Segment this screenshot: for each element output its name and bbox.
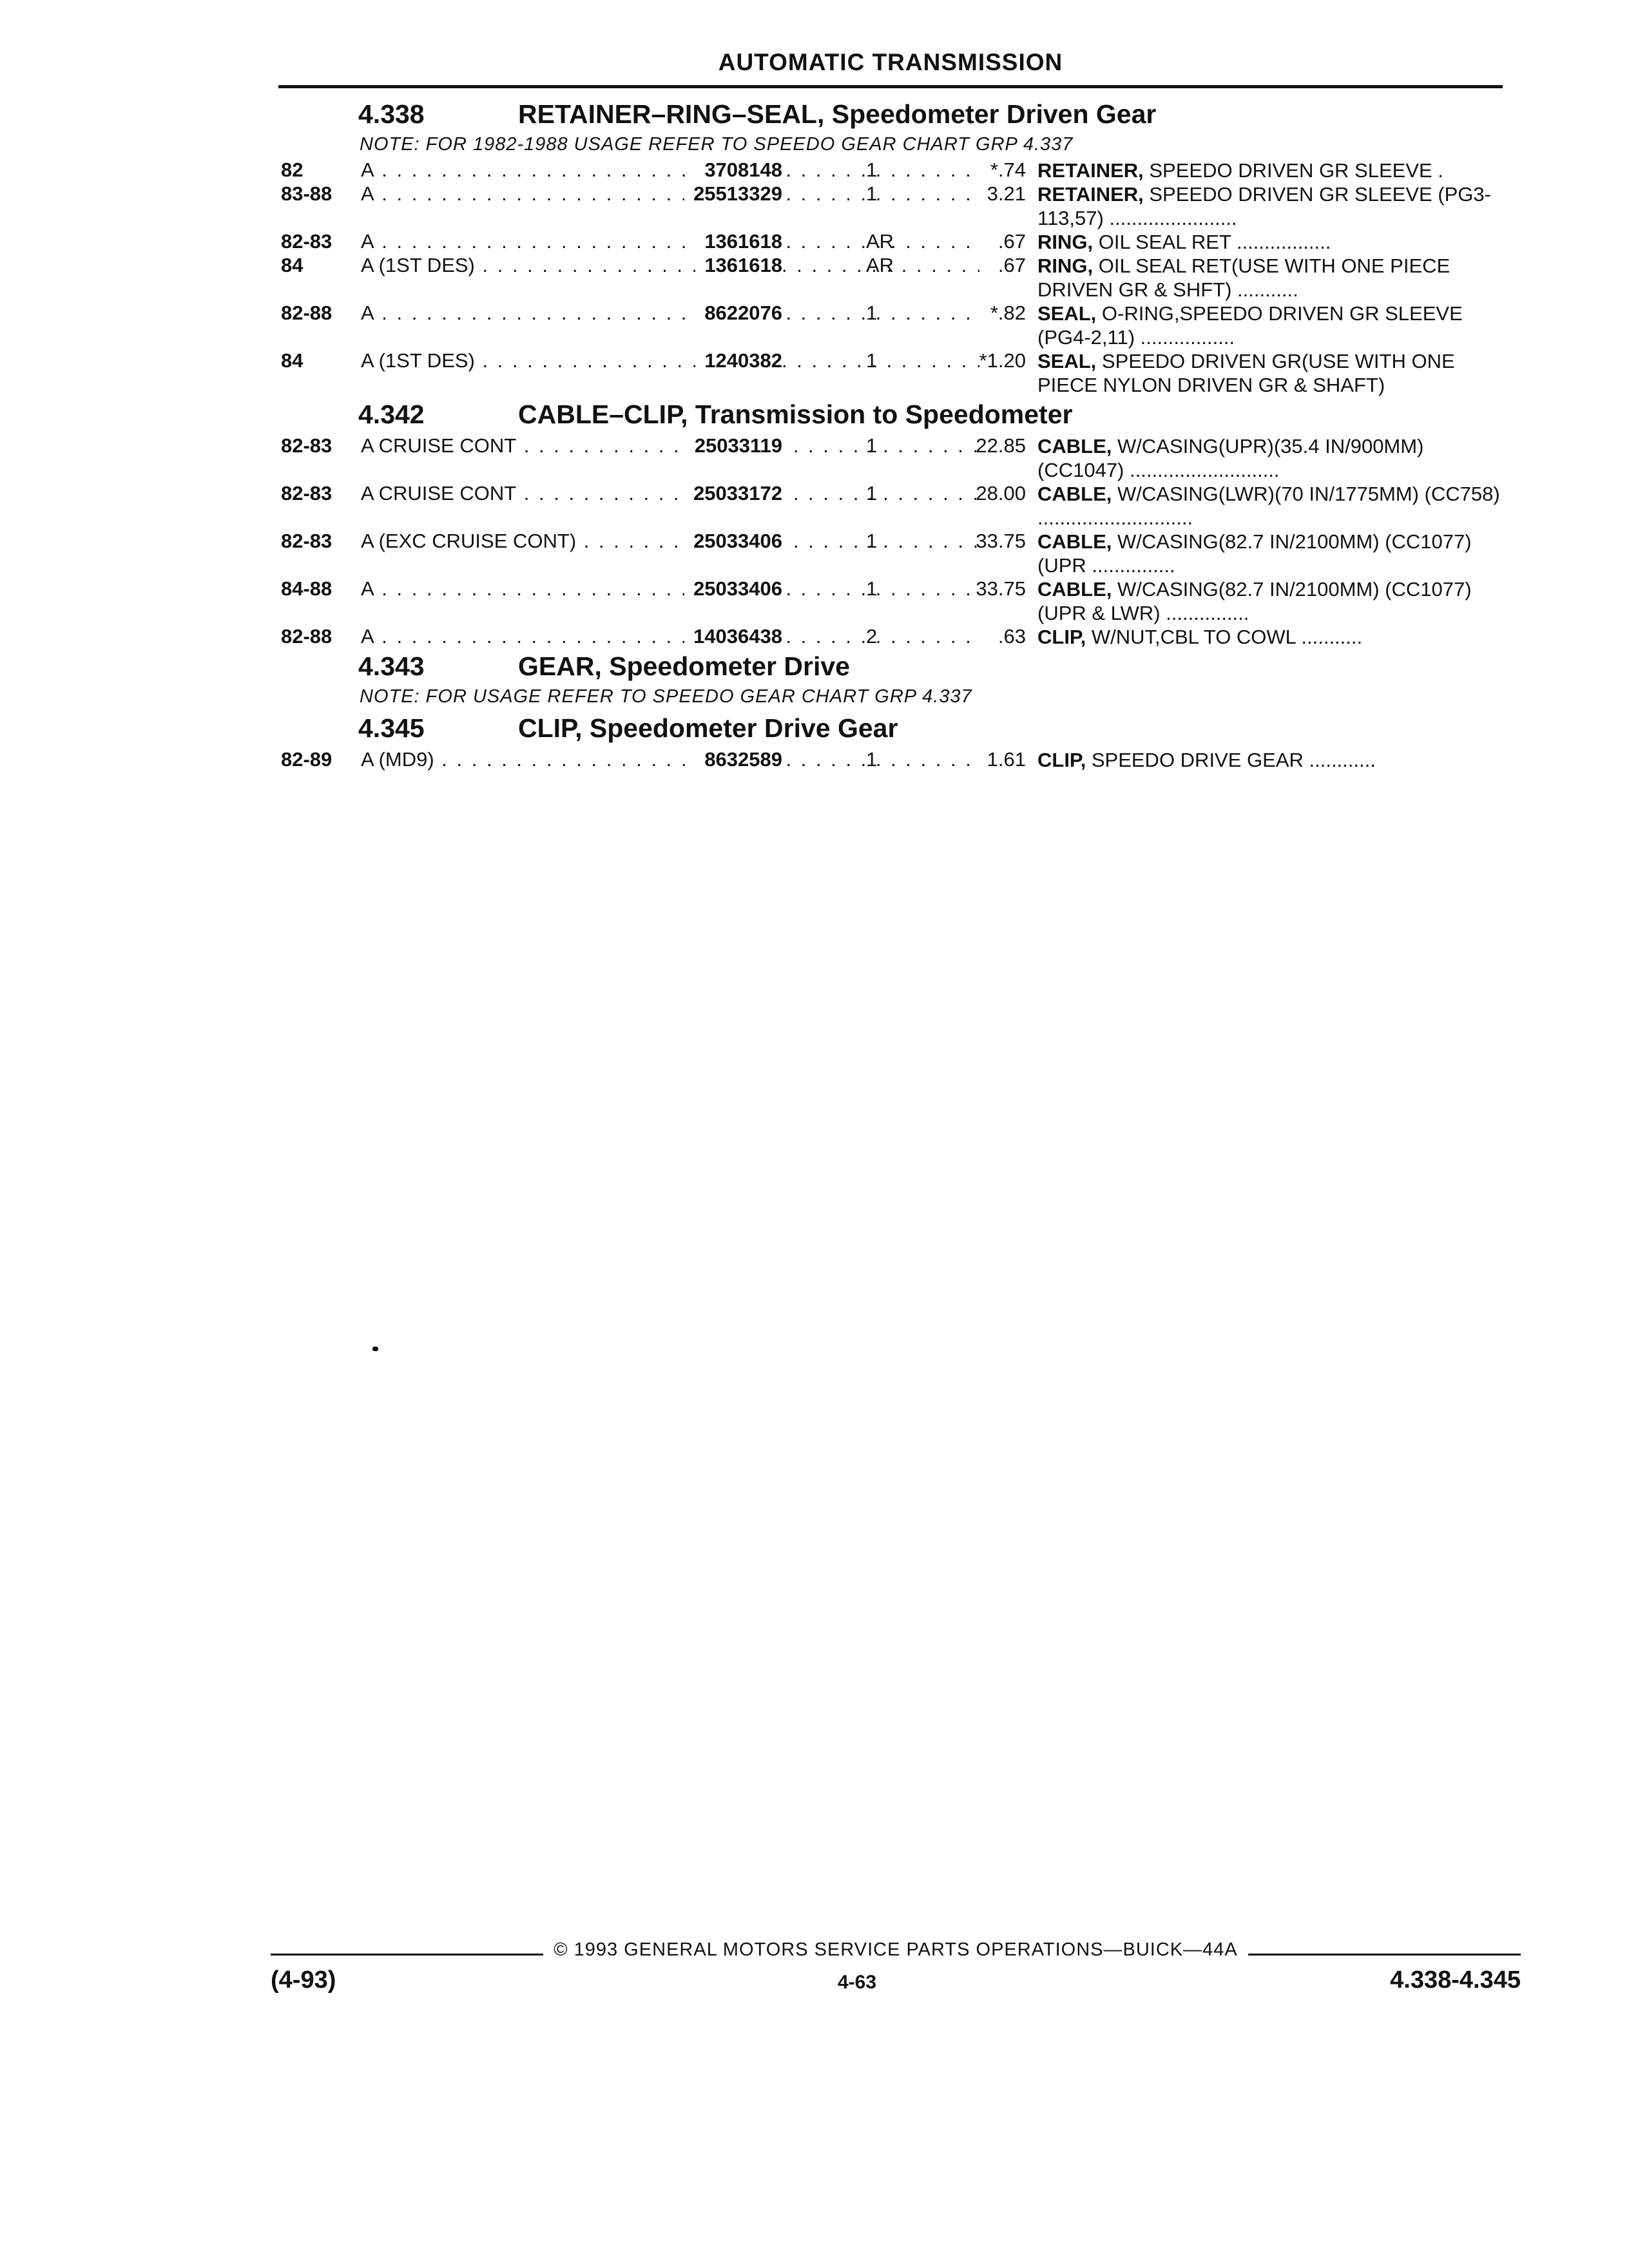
section-number: 4.342 <box>358 399 425 429</box>
list-price: 22.85 <box>976 434 1026 457</box>
part-row <box>278 159 1503 182</box>
section-title: GEAR, Speedometer Drive <box>518 651 850 681</box>
part-detail: W/NUT,CBL TO COWL ........... <box>1086 626 1363 648</box>
list-price: 33.75 <box>976 577 1026 600</box>
quantity: 1 <box>866 182 878 205</box>
page-number: 4-63 <box>838 1972 877 1993</box>
application: A . . . <box>361 159 979 182</box>
part-number: 14036438 <box>684 625 782 648</box>
list-price: .63 <box>998 625 1026 648</box>
quantity: 1 <box>866 159 878 181</box>
list-price: 33.75 <box>976 530 1026 552</box>
part-description <box>1037 748 1503 772</box>
application: A (MD9) . . . <box>361 748 979 771</box>
part-row <box>278 230 1503 254</box>
part-name: CABLE, <box>1037 435 1112 457</box>
application: A . . . <box>361 182 979 206</box>
model-years: 82-83 <box>281 230 333 253</box>
model-years: 82-83 <box>281 482 333 505</box>
part-description <box>1037 577 1503 625</box>
part-detail: SPEEDO DRIVEN GR SLEEVE . <box>1143 159 1443 182</box>
part-row <box>278 254 1503 302</box>
part-description <box>1037 434 1503 482</box>
section-heading <box>278 397 1503 434</box>
usage-note: NOTE: FOR USAGE REFER TO SPEEDO GEAR CHART GRP 4.337 <box>360 686 972 707</box>
part-row <box>278 748 1503 772</box>
part-description <box>1037 349 1503 397</box>
part-detail: W/CASING(UPR)(35.4 IN/900MM) (CC1047) ........................... <box>1037 435 1424 481</box>
part-description <box>1037 182 1503 230</box>
list-price: .67 <box>998 254 1026 276</box>
application: A . . . <box>361 577 979 601</box>
part-description <box>1037 530 1503 577</box>
part-number: 25513329 <box>684 182 782 206</box>
part-detail: SPEEDO DRIVEN GR SLEEVE (PG3-113,57) ....................... <box>1037 183 1491 229</box>
part-row <box>278 349 1503 397</box>
copyright-text: © 1993 GENERAL MOTORS SERVICE PARTS OPERATIONS—BUICK—44A <box>543 1939 1248 1960</box>
usage-note: NOTE: FOR 1982-1988 USAGE REFER TO SPEEDO GEAR CHART GRP 4.337 <box>360 134 1074 155</box>
page-header <box>278 49 1503 88</box>
quantity: 1 <box>866 434 878 457</box>
part-number: 1240382 <box>695 349 782 372</box>
part-number: 8622076 <box>695 302 782 325</box>
model-years: 82-88 <box>281 625 333 648</box>
part-number: 1361618 <box>695 230 782 253</box>
list-price: 1.61 <box>987 748 1026 771</box>
model-years: 84 <box>281 254 304 276</box>
quantity: AR <box>866 230 894 253</box>
part-detail: W/CASING(82.7 IN/2100MM) (CC1077)(UPR ............... <box>1037 530 1472 577</box>
part-number: 25033119 <box>686 434 782 457</box>
part-number: 8632589 <box>695 748 782 771</box>
part-name: RETAINER, <box>1037 159 1144 182</box>
part-detail: O-RING,SPEEDO DRIVEN GR SLEEVE (PG4-2,11) ................. <box>1037 302 1463 349</box>
part-row <box>278 577 1503 625</box>
part-number: 3708148 <box>695 159 782 182</box>
copyright-line <box>271 1939 1521 1965</box>
quantity: 1 <box>866 577 878 600</box>
quantity: 1 <box>866 748 878 771</box>
quantity: 1 <box>866 349 878 372</box>
part-name: RETAINER, <box>1037 183 1144 206</box>
part-number: 25033172 <box>684 482 782 505</box>
application: A . . . <box>361 230 979 253</box>
quantity: 1 <box>866 302 878 324</box>
section-title: RETAINER–RING–SEAL, Speedometer Driven Gear <box>518 99 1157 129</box>
section-number: 4.345 <box>358 713 425 743</box>
part-name: CLIP, <box>1037 626 1086 648</box>
section-title: CLIP, Speedometer Drive Gear <box>518 713 898 743</box>
part-detail: OIL SEAL RET ................. <box>1093 231 1331 253</box>
part-name: RING, <box>1037 231 1094 253</box>
section-heading <box>278 649 1503 686</box>
part-name: CLIP, <box>1037 749 1086 771</box>
parts-catalog-content <box>278 97 1503 772</box>
revision-date: (4-93) <box>271 1966 336 1994</box>
model-years: 84-88 <box>281 577 333 600</box>
part-row <box>278 182 1503 230</box>
part-detail: SPEEDO DRIVEN GR(USE WITH ONE PIECE NYLON DRIVEN GR & SHAFT) <box>1037 350 1455 396</box>
part-description <box>1037 254 1503 302</box>
part-detail: SPEEDO DRIVE GEAR ............ <box>1086 749 1376 771</box>
model-years: 82 <box>281 159 304 181</box>
model-years: 82-88 <box>281 302 333 324</box>
section-number: 4.338 <box>358 99 425 129</box>
part-name: SEAL, <box>1037 302 1097 325</box>
application: A CRUISE CONT . . . <box>361 434 979 457</box>
part-description <box>1037 482 1503 530</box>
part-number: 25033406 <box>684 530 782 553</box>
application: A (EXC CRUISE CONT) . . . <box>361 530 979 553</box>
part-name: CABLE, <box>1037 483 1112 505</box>
section-heading <box>278 711 1503 748</box>
model-years: 82-83 <box>281 434 333 457</box>
part-detail: OIL SEAL RET(USE WITH ONE PIECE DRIVEN GR & SHFT) ........... <box>1037 255 1451 301</box>
quantity: 1 <box>866 482 878 505</box>
part-description <box>1037 625 1503 649</box>
model-years: 82-89 <box>281 748 333 771</box>
application: A . . . <box>361 302 979 325</box>
quantity: 2 <box>866 625 878 648</box>
part-name: SEAL, <box>1037 350 1097 372</box>
part-number: 25033406 <box>684 577 782 601</box>
section-number: 4.343 <box>358 651 425 681</box>
model-years: 83-88 <box>281 182 333 205</box>
part-description <box>1037 159 1503 182</box>
section-heading <box>278 97 1503 134</box>
list-price: .67 <box>998 230 1026 253</box>
page-title: AUTOMATIC TRANSMISSION <box>718 49 1063 75</box>
part-detail: W/CASING(LWR)(70 IN/1775MM) (CC758) ............................ <box>1037 483 1500 529</box>
quantity: 1 <box>866 530 878 552</box>
part-description <box>1037 302 1503 349</box>
quantity: AR <box>866 254 894 276</box>
part-description <box>1037 230 1503 254</box>
part-row <box>278 625 1503 649</box>
application: A . . . <box>361 625 979 648</box>
list-price: *1.20 <box>979 349 1026 372</box>
part-name: RING, <box>1037 255 1094 277</box>
part-name: CABLE, <box>1037 530 1112 553</box>
model-years: 82-83 <box>281 530 333 552</box>
part-row <box>278 302 1503 349</box>
section-title: CABLE–CLIP, Transmission to Speedometer <box>518 399 1073 429</box>
group-range: 4.338-4.345 <box>1390 1966 1521 1994</box>
application: A (1ST DES) . . . <box>361 349 979 372</box>
scan-speck <box>372 1347 378 1351</box>
list-price: *.74 <box>990 159 1026 181</box>
model-years: 84 <box>281 349 304 372</box>
part-row <box>278 530 1503 577</box>
application: A CRUISE CONT . . . <box>361 482 979 505</box>
part-row <box>278 482 1503 530</box>
list-price: 3.21 <box>987 182 1026 205</box>
application: A (1ST DES) . . . <box>361 254 979 277</box>
list-price: 28.00 <box>976 482 1026 505</box>
part-row <box>278 434 1503 482</box>
list-price: *.82 <box>990 302 1026 324</box>
part-detail: W/CASING(82.7 IN/2100MM) (CC1077)(UPR & LWR) ............... <box>1037 578 1472 624</box>
part-number: 1361618 <box>695 254 782 277</box>
part-name: CABLE, <box>1037 578 1112 601</box>
